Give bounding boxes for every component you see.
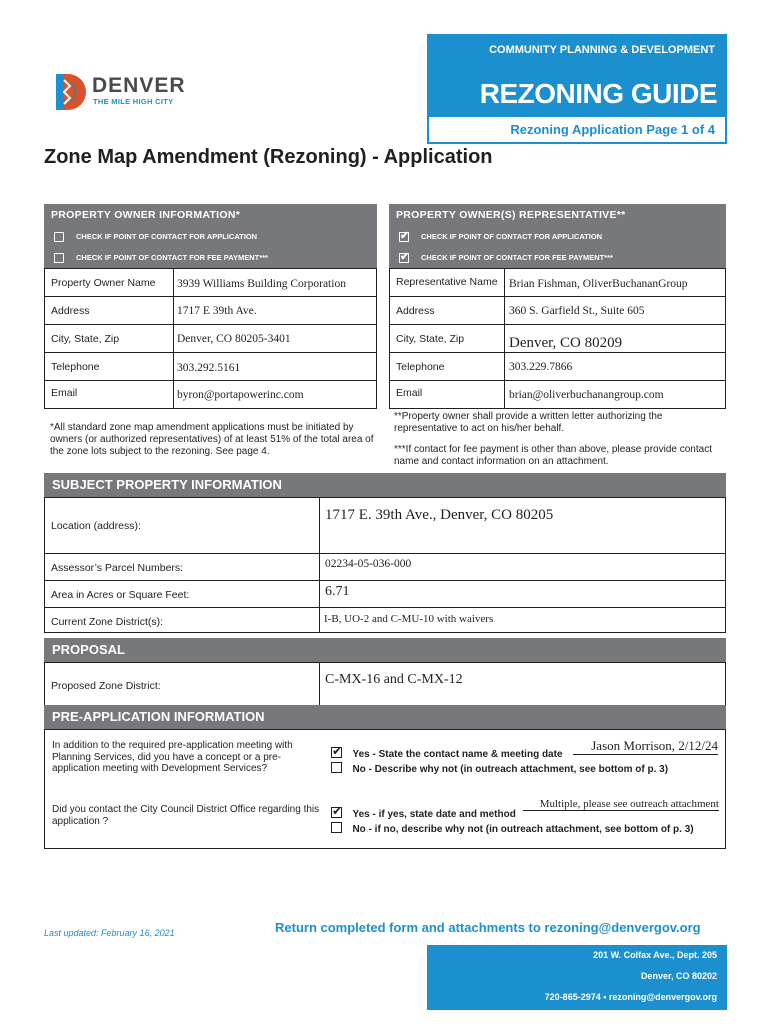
proposal-section (44, 662, 726, 706)
zone-value: I-B, UO-2 and C-MU-10 with waivers (324, 613, 494, 625)
owner-address-field[interactable] (173, 296, 377, 325)
location-label-cell (45, 498, 320, 554)
return-instructions: Return completed form and attachments to rezoning@denvergov.org (275, 920, 701, 935)
owner-address-value: 1717 E 39th Ave. (177, 305, 257, 317)
q2-yes-field[interactable] (523, 798, 719, 811)
rep-fee-checkbox[interactable] (399, 253, 409, 263)
owner-phone-field[interactable] (173, 352, 377, 381)
proposed-zone-label: Proposed Zone District: (51, 680, 161, 692)
rep-city-field[interactable] (504, 324, 726, 353)
owner-fee-checkbox[interactable] (54, 253, 64, 263)
parcel-field[interactable] (320, 554, 726, 581)
page-label-box (427, 115, 727, 144)
proposed-zone-field[interactable] (320, 663, 726, 705)
owner-phone-label-cell (44, 352, 174, 381)
zone-label: Current Zone District(s): (51, 616, 164, 628)
q1-no-row (331, 759, 668, 777)
owner-city-value: Denver, CO 80205-3401 (177, 333, 291, 345)
q1-no-checkbox[interactable] (331, 762, 342, 773)
rep-fee-check-row (399, 253, 613, 263)
area-field[interactable] (320, 581, 726, 608)
area-label-cell (45, 581, 320, 608)
owner-email-label: Email (51, 387, 78, 399)
owner-contact-checkbox[interactable] (54, 232, 64, 242)
q1-yes-checkbox[interactable] (331, 747, 342, 758)
preapp-heading: PRE-APPLICATION INFORMATION (44, 705, 726, 729)
rep-email-value: brian@oliverbuchanangroup.com (509, 389, 664, 401)
parcel-label: Assessor’s Parcel Numbers: (51, 562, 184, 574)
zone-field[interactable] (320, 608, 726, 633)
location-value: 1717 E. 39th Ave., Denver, CO 80205 (325, 507, 554, 523)
rep-phone-field[interactable] (504, 352, 726, 381)
owner-note: *All standard zone map amendment applications must be initiated by owners (or authorized representatives) of at least 51% of the total area of the zone lots subject to the rezoning. See page 4. (50, 422, 374, 457)
guide-title: REZONING GUIDE (479, 78, 717, 109)
rep-phone-label: Telephone (396, 361, 445, 373)
area-label: Area in Acres or Square Feet: (51, 589, 190, 601)
page-title: Zone Map Amendment (Rezoning) - Application (44, 146, 493, 168)
rep-address-field[interactable] (504, 296, 726, 325)
footer-address-1: 201 W. Colfax Ave., Dept. 205 (593, 950, 717, 960)
owner-contact-check-row (54, 232, 257, 242)
owner-name-label-cell (44, 268, 174, 297)
page-label: Rezoning Application Page 1 of 4 (510, 122, 715, 137)
owner-email-value: byron@portapowerinc.com (177, 389, 304, 401)
rep-email-label: Email (396, 387, 423, 399)
logo-tagline: THE MILE HIGH CITY (93, 97, 174, 106)
rep-name-label-cell (389, 268, 505, 297)
owner-city-label-cell (44, 324, 174, 353)
subject-section (44, 497, 726, 633)
rep-city-label: City, State, Zip (396, 333, 465, 345)
rep-contact-checkbox[interactable] (399, 232, 409, 242)
footer-address-2: Denver, CO 80202 (640, 971, 717, 981)
q1-yes-label: Yes - State the contact name & meeting date (352, 749, 563, 760)
rep-note-1: **Property owner shall provide a written letter authorizing the representative to act on his/her behalf. (394, 411, 663, 434)
rep-contact-check-row (399, 232, 602, 242)
q2-yes-value: Multiple, please see outreach attachment (539, 798, 719, 810)
rep-address-label: Address (396, 305, 435, 317)
rep-heading: PROPERTY OWNER(S) REPRESENTATIVE** (396, 209, 626, 221)
owner-city-label: City, State, Zip (51, 333, 120, 345)
parcel-value: 02234-05-036-000 (325, 558, 412, 570)
owner-name-value: 3939 Williams Building Corporation (177, 278, 346, 290)
footer-contact: 720-865-2974 • rezoning@denvergov.org (544, 992, 717, 1002)
location-label: Location (address): (51, 520, 141, 532)
proposed-zone-label-cell (45, 663, 320, 705)
rep-city-value: Denver, CO 80209 (509, 335, 623, 351)
owner-fee-check-row (54, 253, 268, 263)
owner-header (44, 204, 377, 268)
rep-contact-check-label: CHECK IF POINT OF CONTACT FOR APPLICATION (421, 232, 603, 241)
area-value: 6.71 (325, 584, 350, 599)
q2-no-row (331, 819, 694, 837)
rep-header (389, 204, 726, 268)
proposal-heading: PROPOSAL (44, 638, 726, 662)
owner-name-label: Property Owner Name (51, 277, 156, 289)
rep-city-label-cell (389, 324, 505, 353)
owner-city-field[interactable] (173, 324, 377, 353)
rep-address-value: 360 S. Garfield St., Suite 605 (509, 305, 645, 317)
denver-logo-icon (52, 72, 88, 112)
owner-fee-check-label: CHECK IF POINT OF CONTACT FOR FEE PAYMENT*** (76, 253, 268, 262)
owner-heading: PROPERTY OWNER INFORMATION* (51, 209, 241, 221)
owner-contact-check-label: CHECK IF POINT OF CONTACT FOR APPLICATION (76, 232, 258, 241)
q2-no-checkbox[interactable] (331, 822, 342, 833)
department-name: COMMUNITY PLANNING & DEVELOPMENT (489, 44, 715, 56)
rep-email-label-cell (389, 380, 505, 409)
preapp-section (44, 729, 726, 849)
owner-address-label: Address (51, 305, 90, 317)
rep-name-field[interactable] (504, 268, 726, 297)
logo-wordmark: DENVER (92, 74, 186, 97)
footer-contact-box (427, 945, 727, 1010)
owner-address-label-cell (44, 296, 174, 325)
q2-yes-checkbox[interactable] (331, 807, 342, 818)
rep-phone-value: 303.229.7866 (509, 361, 573, 373)
rep-email-field[interactable] (504, 380, 726, 409)
owner-phone-value: 303.292.5161 (177, 362, 241, 374)
subject-heading: SUBJECT PROPERTY INFORMATION (44, 473, 726, 497)
owner-email-field[interactable] (173, 380, 377, 409)
rep-name-value: Brian Fishman, OliverBuchananGroup (509, 278, 688, 290)
zone-label-cell (45, 608, 320, 633)
location-field[interactable] (320, 498, 726, 554)
owner-name-field[interactable] (173, 268, 377, 297)
preapp-question-1: In addition to the required pre-application meeting with Planning Services, did you have a concept or a pre-application meeting with Development Services? (52, 740, 293, 774)
owner-email-label-cell (44, 380, 174, 409)
preapp-question-2: Did you contact the City Council District Office regarding this application ? (52, 804, 320, 827)
q1-yes-value: Jason Morrison, 2/12/24 (591, 738, 718, 753)
proposed-zone-value: C-MX-16 and C-MX-12 (325, 672, 463, 687)
parcel-label-cell (45, 554, 320, 581)
rep-name-label: Representative Name (396, 276, 498, 288)
rep-phone-label-cell (389, 352, 505, 381)
rep-fee-check-label: CHECK IF POINT OF CONTACT FOR FEE PAYMENT*** (421, 253, 613, 262)
q2-no-label: No - if no, describe why not (in outreach attachment, see bottom of p. 3) (352, 824, 694, 835)
owner-phone-label: Telephone (51, 361, 100, 373)
q2-yes-label: Yes - if yes, state date and method (352, 809, 516, 820)
last-updated: Last updated: February 16, 2021 (44, 928, 175, 938)
q1-yes-field[interactable] (573, 738, 718, 755)
rep-address-label-cell (389, 296, 505, 325)
rep-note-2: ***If contact for fee payment is other than above, please provide contact name and contact information on an attachment. (394, 444, 712, 467)
q1-no-label: No - Describe why not (in outreach attachment, see bottom of p. 3) (352, 764, 669, 775)
